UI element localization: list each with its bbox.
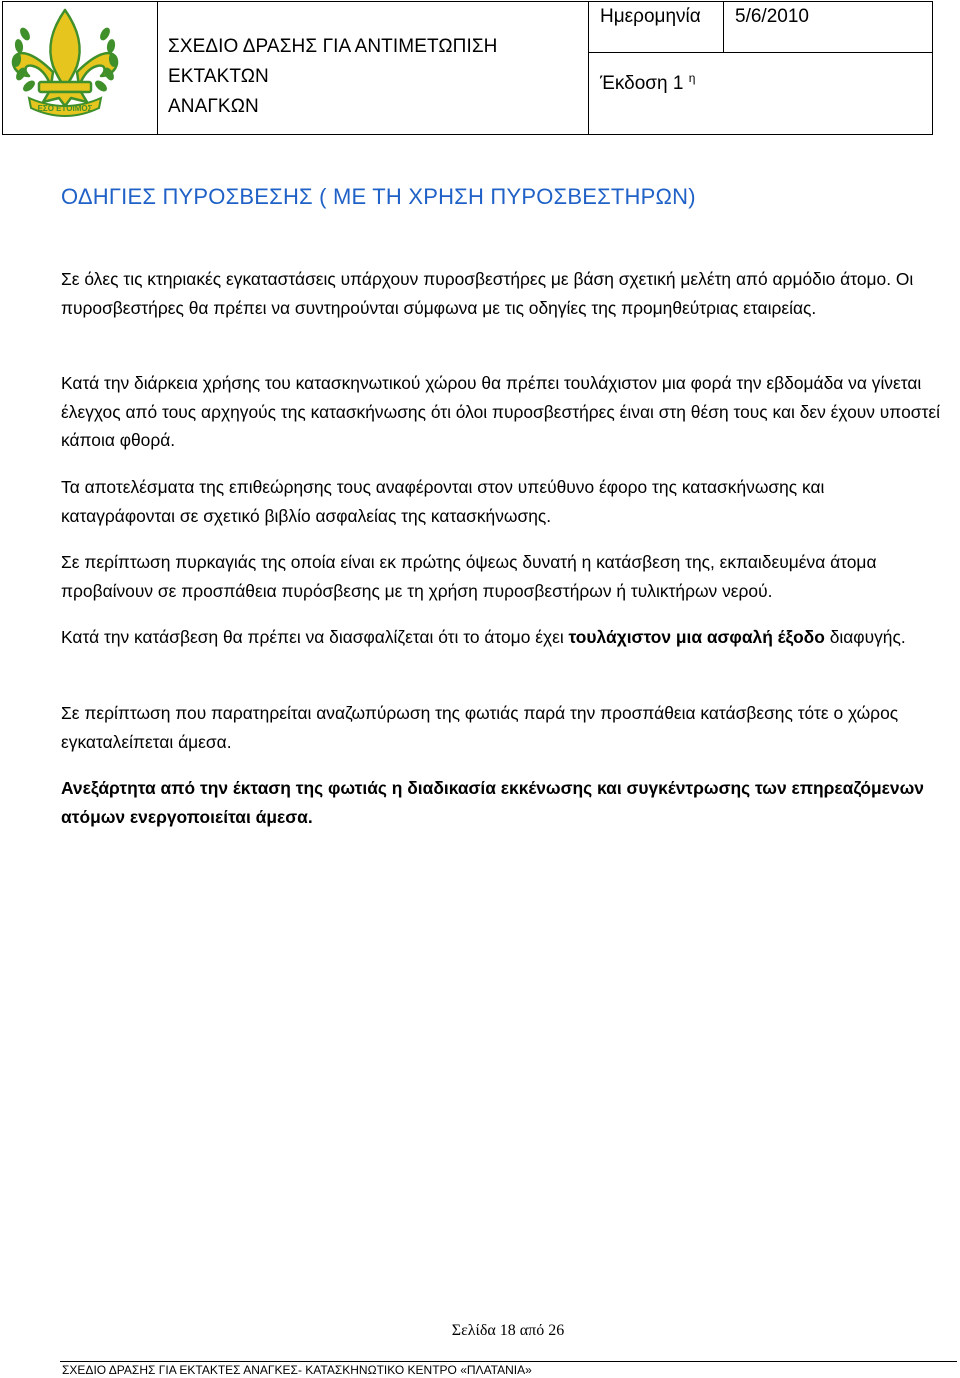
paragraph-7: Ανεξάρτητα από την έκταση της φωτιάς η διαδικασία εκκένωσης και συγκέντρωσης των επηρεαζόμενων ατόμων ενεργοποιείται άμεσα.	[61, 778, 924, 827]
document-title	[168, 32, 588, 122]
paragraph-5-start: Κατά την κατάσβεση θα πρέπει να διασφαλίζεται ότι το άτομο έχει	[61, 627, 569, 647]
paragraph-2: Κατά την διάρκεια χρήσης του κατασκηνωτικού χώρου θα πρέπει τουλάχιστον μια φορά την εβδομάδα να γίνεται έλεγχος από τους αρχηγούς της κατασκήνωσης ότι όλοι πυροσβεστήρες έιναι στη θέση τους και δεν έχουν υποστεί κάποια φθορά.	[61, 373, 940, 450]
scout-fleur-de-lis-logo	[3, 2, 158, 134]
date-value-cell	[724, 2, 932, 53]
document-title-line2: ΑΝΑΓΚΩΝ	[168, 96, 259, 117]
document-title-line1: ΣΧΕΔΙΟ ΔΡΑΣΗΣ ΓΙΑ ΑΝΤΙΜΕΤΩΠΙΣΗ ΕΚΤΑΚΤΩΝ	[168, 36, 498, 87]
paragraph-3: Τα αποτελέσματα της επιθεώρησης τους αναφέρονται στον υπεύθυνο έφορο της κατασκήνωσης και καταγράφονται σε σχετικό βιβλίο ασφαλείας της κατασκήνωσης.	[61, 477, 825, 526]
paragraph-5-end: διαφυγής.	[824, 627, 906, 647]
paragraph-5	[61, 623, 941, 652]
version-text	[600, 71, 695, 95]
footer-divider	[60, 1361, 957, 1362]
paragraph-1: Σε όλες τις κτηριακές εγκαταστάσεις υπάρχουν πυροσβεστήρες με βάση σχετική μελέτη από αρμόδιο άτομο. Οι πυροσβεστήρες θα πρέπει να συντηρούνται σύμφωνα με τις οδηγίες της προμηθεύτριας εταιρείας.	[61, 269, 914, 318]
date-label: Ημερομηνία	[600, 6, 701, 27]
logo-cell	[3, 2, 158, 134]
paragraph-5-bold: τουλάχιστον μια ασφαλή έξοδο	[568, 627, 825, 647]
page-number: Σελίδα 18 από 26	[451, 1322, 565, 1339]
footer-text: ΣΧΕΔΙΟ ΔΡΑΣΗΣ ΓΙΑ ΕΚΤΑΚΤΕΣ ΑΝΑΓΚΕΣ- ΚΑΤΑΣΚΗΝΩΤΙΚΟ ΚΕΝΤΡΟ «ΠΛΑΤΑΝΙΑ»	[62, 1363, 532, 1377]
section-heading: ΟΔΗΓΙΕΣ ΠΥΡΟΣΒΕΣΗΣ ( ΜΕ ΤΗ ΧΡΗΣΗ ΠΥΡΟΣΒΕΣΤΗΡΩΝ)	[61, 184, 696, 209]
paragraph-6: Σε περίπτωση που παρατηρείται αναζωπύρωση της φωτιάς παρά την προσπάθεια κατάσβεσης τότε ο χώρος εγκαταλείπεται άμεσα.	[61, 703, 899, 752]
version-label: Έκδοση 1	[600, 73, 684, 94]
paragraph-4: Σε περίπτωση πυρκαγιάς της οποία είναι εκ πρώτης όψεως δυνατή η κατάσβεση της, εκπαιδευμένα άτομα προβαίνουν σε προσπάθεια πυρόσβεσης με τη χρήση πυροσβεστήρων ή τυλικτήρων νερού.	[61, 552, 877, 601]
date-value: 5/6/2010	[735, 6, 809, 27]
header-table	[2, 1, 933, 135]
date-label-cell	[589, 2, 724, 53]
header-title-cell	[158, 2, 589, 134]
version-cell	[589, 53, 932, 134]
logo-ribbon-text: ΕΣΟ ΕΤΟΙΜΟΣ	[37, 104, 93, 113]
version-superscript: η	[688, 71, 696, 85]
